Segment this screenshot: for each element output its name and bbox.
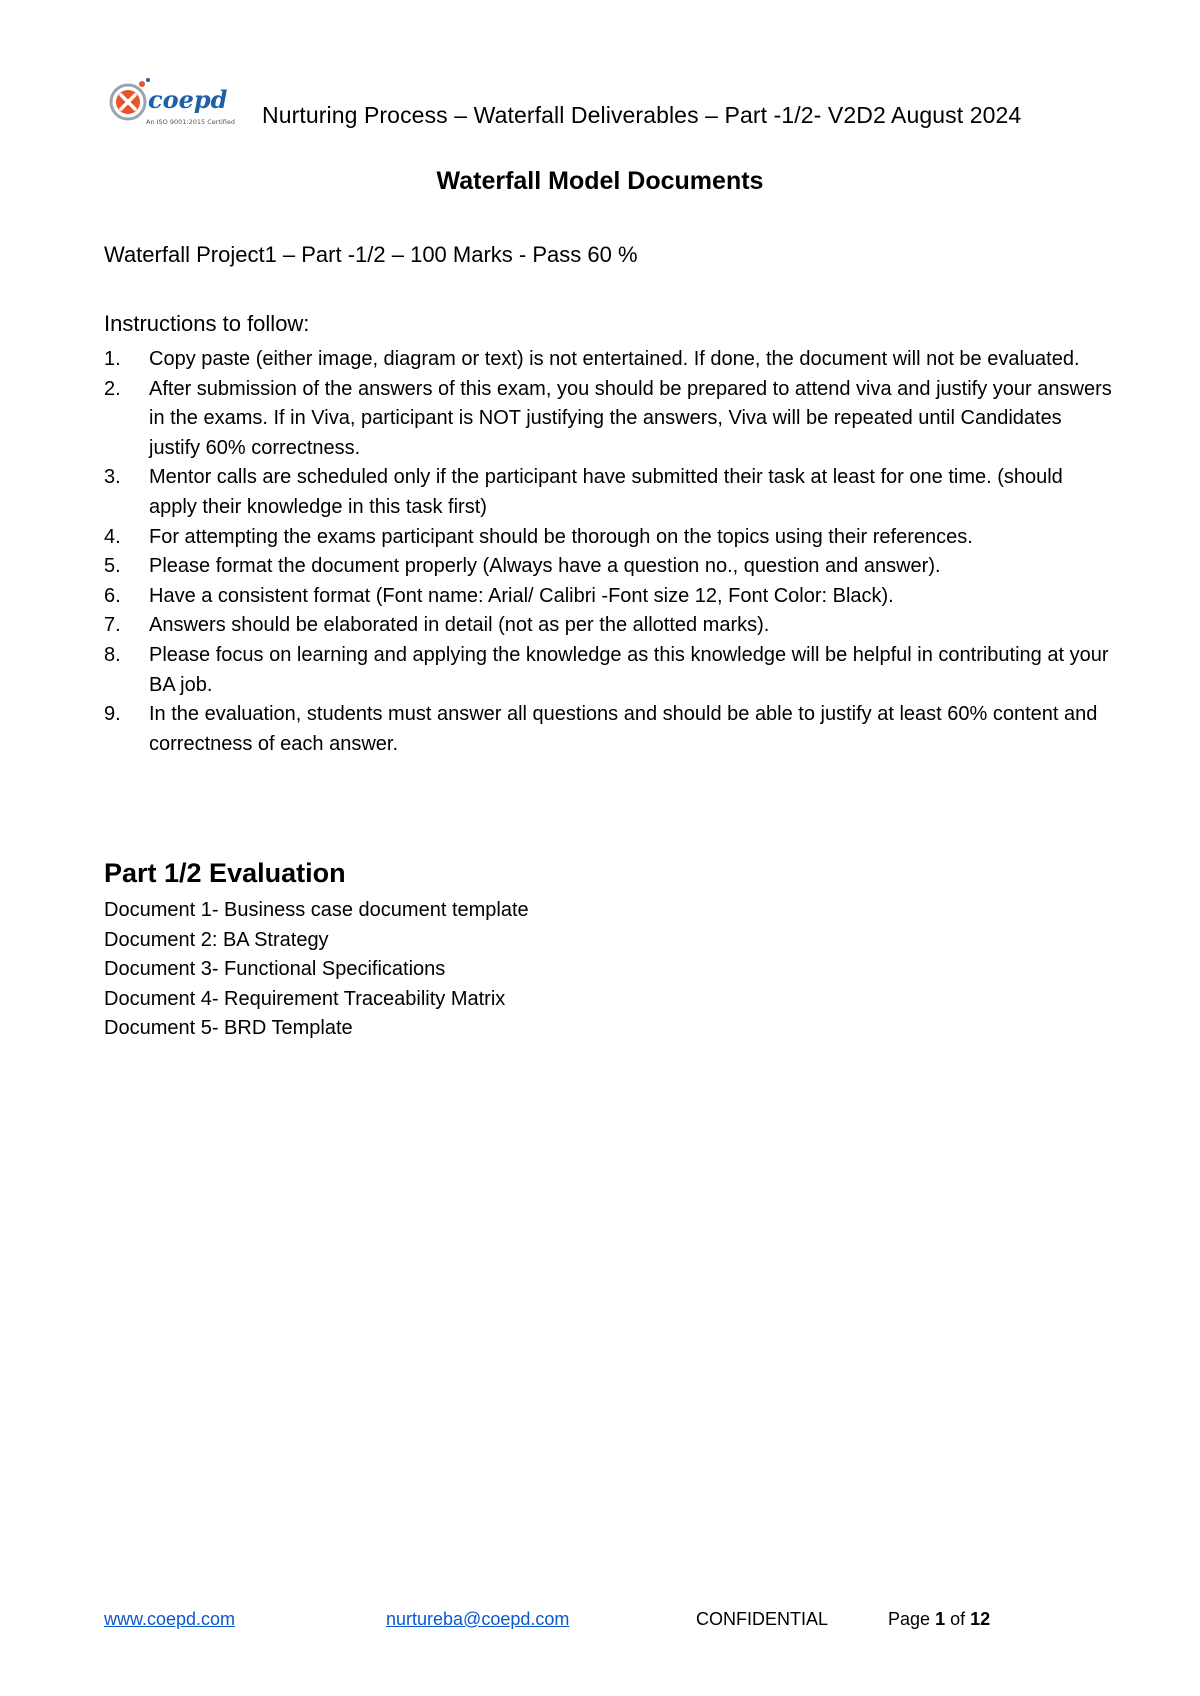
coepd-logo (104, 76, 244, 134)
instruction-number: 9. (104, 703, 121, 726)
instruction-text: In the evaluation, students must answer all questions and should be able to justify at least 60% content and correctness of each answer. (149, 703, 1098, 755)
footer-email (386, 1609, 569, 1630)
document-list (104, 896, 529, 1044)
document-item: Document 2: BA Strategy (104, 928, 329, 951)
instruction-text: Answers should be elaborated in detail (not as per the allotted marks). (149, 614, 770, 637)
instruction-text: Please format the document properly (Always have a question no., question and answer). (149, 555, 941, 578)
document-item: Document 4- Requirement Traceability Matrix (104, 987, 506, 1010)
instruction-text: Mentor calls are scheduled only if the participant have submitted their task at least for one time. (should apply their knowledge in this task first) (149, 466, 1063, 518)
instruction-number: 7. (104, 614, 121, 637)
page-number (888, 1609, 990, 1630)
footer-confidential: CONFIDENTIAL (696, 1609, 829, 1629)
email-link[interactable]: nurtureba@coepd.com (386, 1609, 570, 1629)
instruction-item (104, 463, 1114, 522)
instruction-number: 6. (104, 584, 121, 607)
page-prefix: Page (888, 1609, 931, 1629)
document-item: Document 3- Functional Specifications (104, 958, 446, 981)
instruction-text: After submission of the answers of this exam, you should be prepared to attend viva and justify your answers in the exams. If in Viva, participant is NOT justifying the answers, Viva will be repeated until Candidates justify 60% correctness. (149, 377, 1112, 459)
instruction-number: 5. (104, 555, 121, 578)
instruction-text: Please focus on learning and applying the knowledge as this knowledge will be helpful in contributing at your BA job. (149, 643, 1109, 696)
document-item: Document 5- BRD Template (104, 1017, 353, 1040)
logo-tagline: An ISO 9001:2015 Certified (146, 118, 235, 126)
instruction-number: 8. (104, 643, 121, 666)
header-text: Nurturing Process – Waterfall Deliverables – Part -1/2- V2D2 August 2024 (262, 102, 1022, 128)
instruction-text: Have a consistent format (Font name: Arial/ Calibri -Font size 12, Font Color: Black). (149, 584, 894, 607)
page-current: 1 (935, 1609, 946, 1629)
instruction-item (104, 641, 1114, 700)
instruction-item (104, 552, 1114, 582)
instruction-item (104, 611, 1114, 641)
instruction-text: Copy paste (either image, diagram or text) is not entertained. If done, the document will not be evaluated. (149, 348, 1080, 370)
instruction-item (104, 700, 1114, 759)
instruction-item (104, 523, 1114, 553)
evaluation-heading: Part 1/2 Evaluation (104, 858, 346, 888)
page-of: of (950, 1609, 966, 1629)
page-total: 12 (970, 1609, 991, 1629)
instruction-text: For attempting the exams participant should be thorough on the topics using their references. (149, 525, 973, 548)
document-item: Document 1- Business case document template (104, 899, 529, 921)
instruction-number: 3. (104, 466, 121, 489)
instruction-item (104, 375, 1114, 464)
footer-website (104, 1609, 235, 1630)
project-line: Waterfall Project1 – Part -1/2 – 100 Marks - Pass 60 % (104, 242, 638, 267)
website-link[interactable]: www.coepd.com (104, 1609, 236, 1629)
instruction-item (104, 345, 1114, 375)
logo-wordmark: coepd (148, 85, 228, 114)
instructions-list (104, 345, 1114, 759)
instructions-heading: Instructions to follow: (104, 311, 310, 336)
instruction-item (104, 582, 1114, 612)
instruction-number: 4. (104, 525, 121, 548)
instruction-number: 2. (104, 377, 121, 400)
instruction-number: 1. (104, 348, 121, 370)
document-title: Waterfall Model Documents (436, 167, 764, 195)
